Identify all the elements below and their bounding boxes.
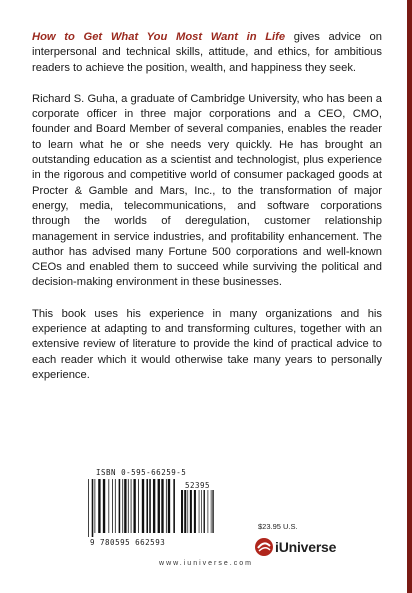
intro-paragraph bbox=[32, 30, 382, 76]
intro-text: gives advice on interpersonal and technical skills, attitude, and ethics, for ambitious readers to achieve the position, wealth, and happiness they seek. bbox=[32, 31, 382, 74]
barcode-bar bbox=[158, 479, 160, 533]
barcode-bar bbox=[98, 479, 100, 533]
barcode-bar bbox=[168, 479, 170, 533]
barcode-bar bbox=[115, 479, 116, 533]
barcode-bar bbox=[142, 479, 144, 533]
barcode-block bbox=[88, 468, 222, 547]
spine-edge bbox=[407, 0, 412, 593]
barcode-bar bbox=[181, 490, 183, 533]
barcode-bar bbox=[103, 479, 105, 533]
barcode-bar bbox=[128, 479, 129, 533]
ean-barcode bbox=[88, 479, 178, 537]
addon-barcode bbox=[181, 490, 214, 537]
barcode-bar bbox=[211, 490, 212, 533]
barcode-bar bbox=[122, 479, 123, 533]
barcode-bar bbox=[161, 479, 163, 533]
barcode-bar bbox=[201, 490, 202, 533]
barcode-bar bbox=[173, 479, 175, 533]
barcode-bar bbox=[131, 479, 132, 533]
publisher-logo bbox=[254, 537, 336, 557]
price-addon bbox=[181, 481, 214, 537]
book-summary-paragraph: This book uses his experience in many organizations and his experience at adapting to and transforming cultures, together with an extensive review of literature to provide the kind of practical advice to each reader which it would otherwise take many years to personally experience. bbox=[32, 307, 382, 381]
barcode-bar bbox=[199, 490, 200, 533]
price-label: $23.95 U.S. bbox=[258, 522, 298, 531]
barcode-bar bbox=[133, 479, 135, 533]
barcode-bar bbox=[166, 479, 167, 533]
book-title: How to Get What You Most Want in Life bbox=[32, 31, 286, 43]
publisher-name: iUniverse bbox=[275, 539, 337, 555]
barcode-bar bbox=[108, 479, 109, 533]
barcode-bar bbox=[187, 490, 188, 533]
author-bio-paragraph: Richard S. Guha, a graduate of Cambridge University, who has been a corporate officer in three major corporations and a CEO, CMO, founder and Board Member of several companies, enables the reader to learn what he or she needs very quickly. He has brought an outstanding education as a scientist and technologist, plus experience in the rigorous and competitive world of consumer packaged goods at Procter & Gamble and Mars, Inc., to the transformation of major energy, media, telecommunications, and software corporations through the worlds of deregulation, customer relationship management in service industries, and profitability enhancement. The author has advised many Fortune 500 corporations and well-known CEOs and enabled them to succeed while surviving the political and decision-making environment in these businesses. bbox=[32, 92, 382, 289]
addon-digits: 52395 bbox=[184, 481, 211, 490]
barcode-bar bbox=[124, 479, 126, 533]
barcode-bar bbox=[153, 479, 155, 533]
website-url: www.iuniverse.com bbox=[159, 560, 253, 567]
barcode-bar bbox=[138, 479, 139, 533]
back-cover-text bbox=[32, 30, 382, 399]
barcode-bar bbox=[208, 490, 209, 533]
barcode-bar bbox=[190, 490, 192, 533]
barcode-bar bbox=[112, 479, 113, 533]
barcode-bar bbox=[194, 490, 196, 533]
ean-digits: 9 780595 662593 bbox=[90, 538, 166, 547]
barcode-bar bbox=[146, 479, 148, 533]
barcode-bar bbox=[149, 479, 151, 533]
barcode-bar bbox=[204, 490, 205, 533]
barcode-bar bbox=[94, 479, 95, 533]
barcode-bar bbox=[92, 479, 94, 537]
barcode-bar bbox=[88, 479, 89, 537]
barcode-bar bbox=[119, 479, 121, 533]
isbn-label: ISBN 0-595-66259-5 bbox=[96, 468, 187, 477]
iuniverse-swirl-icon bbox=[254, 537, 274, 557]
barcode-bar bbox=[184, 490, 186, 533]
barcode-bar bbox=[212, 490, 213, 533]
